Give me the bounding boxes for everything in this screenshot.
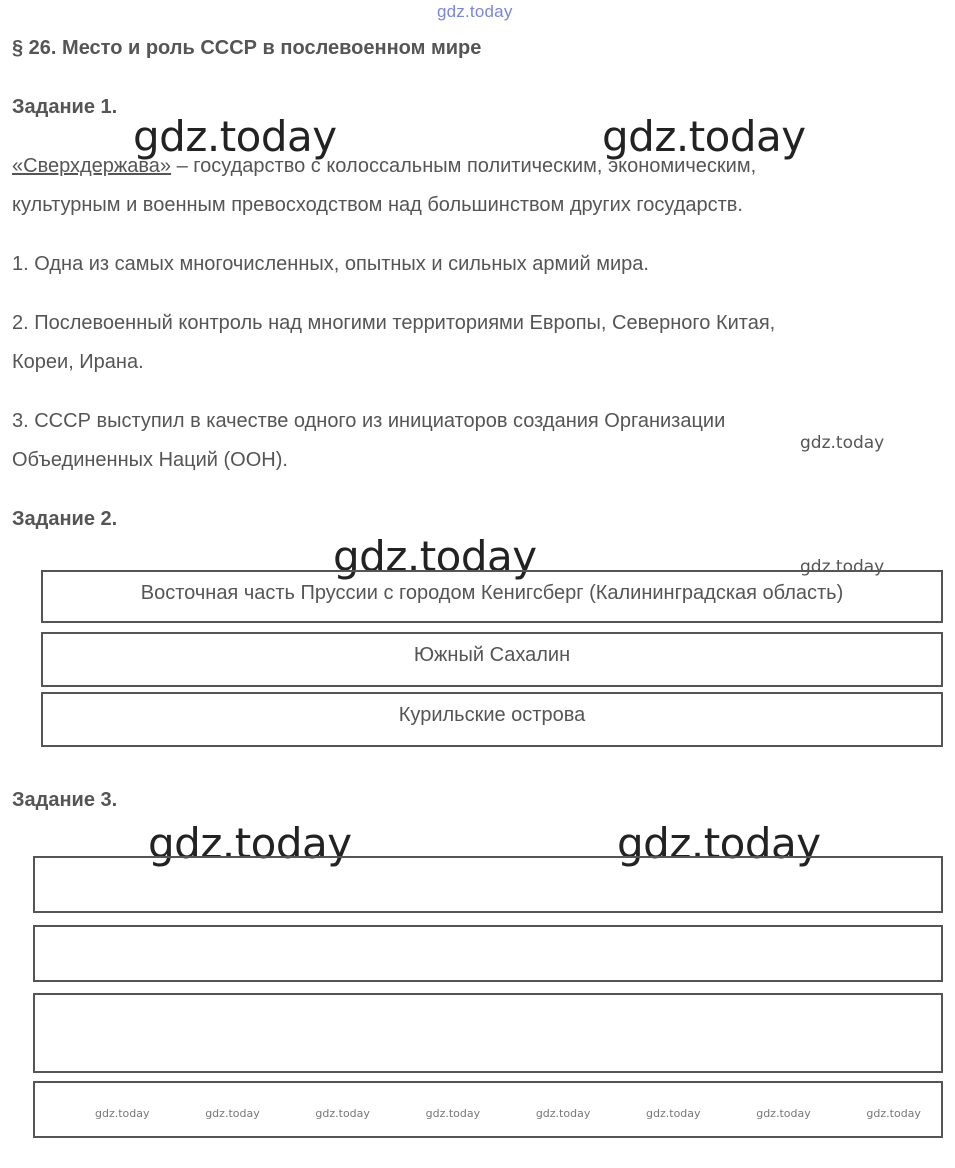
watermark-big: gdz.today	[333, 532, 537, 581]
territory-box	[41, 692, 943, 747]
answer-box	[33, 856, 943, 913]
territory-text: Южный Сахалин	[413, 644, 571, 666]
watermark-tiny: gdz.today	[866, 1107, 921, 1120]
watermark-tiny: gdz.today	[535, 1107, 591, 1120]
list-item	[12, 402, 912, 480]
watermark-small: gdz.today	[800, 557, 885, 577]
watermark-big: gdz.today	[133, 112, 337, 161]
watermark-row	[95, 1107, 921, 1120]
task3-heading: Задание 3.	[12, 789, 118, 811]
list-item	[12, 304, 912, 382]
definition-line-1	[12, 147, 912, 186]
list-item-line: 2. Послевоенный контроль над многими территориями Европы, Северного Китая,	[12, 312, 776, 334]
answer-box	[33, 993, 943, 1073]
answer-box	[33, 925, 943, 982]
definition-line-2: культурным и военным превосходством над большинством других государств.	[12, 194, 743, 216]
watermark-big: gdz.today	[602, 112, 806, 161]
answer-box	[33, 1081, 943, 1138]
territory-box	[41, 570, 943, 623]
watermark-top: gdz.today	[437, 2, 513, 21]
watermark-big: gdz.today	[148, 819, 352, 868]
watermark-tiny: gdz.today	[315, 1107, 370, 1120]
watermark-tiny: gdz.today	[425, 1107, 481, 1120]
territory-text: Курильские острова	[398, 704, 586, 726]
territory-text: Восточная часть Пруссии с городом Кенигсберг (Калининградская область)	[140, 582, 844, 604]
list-item-line: Кореи, Ирана.	[12, 351, 144, 373]
list-item-line: 3. СССР выступил в качестве одного из инициаторов создания Организации	[12, 410, 726, 432]
list-item: 1. Одна из самых многочисленных, опытных и сильных армий мира.	[12, 253, 649, 275]
watermark-small: gdz.today	[800, 433, 885, 453]
definition-text: – государство с колоссальным политическим, экономическим,	[171, 155, 757, 177]
task2-heading: Задание 2.	[12, 508, 118, 530]
term-superpower: «Сверхдержава»	[12, 155, 172, 177]
watermark-tiny: gdz.today	[756, 1107, 811, 1120]
task1-heading: Задание 1.	[12, 96, 118, 118]
watermark-tiny: gdz.today	[646, 1107, 701, 1120]
territory-box	[41, 632, 943, 687]
list-item-line: Объединенных Наций (ООН).	[12, 449, 288, 471]
definition-paragraph	[12, 147, 912, 225]
page-title: § 26. Место и роль СССР в послевоенном мире	[12, 37, 482, 59]
watermark-tiny: gdz.today	[205, 1107, 260, 1120]
watermark-tiny: gdz.today	[95, 1107, 150, 1120]
watermark-big: gdz.today	[617, 819, 821, 868]
